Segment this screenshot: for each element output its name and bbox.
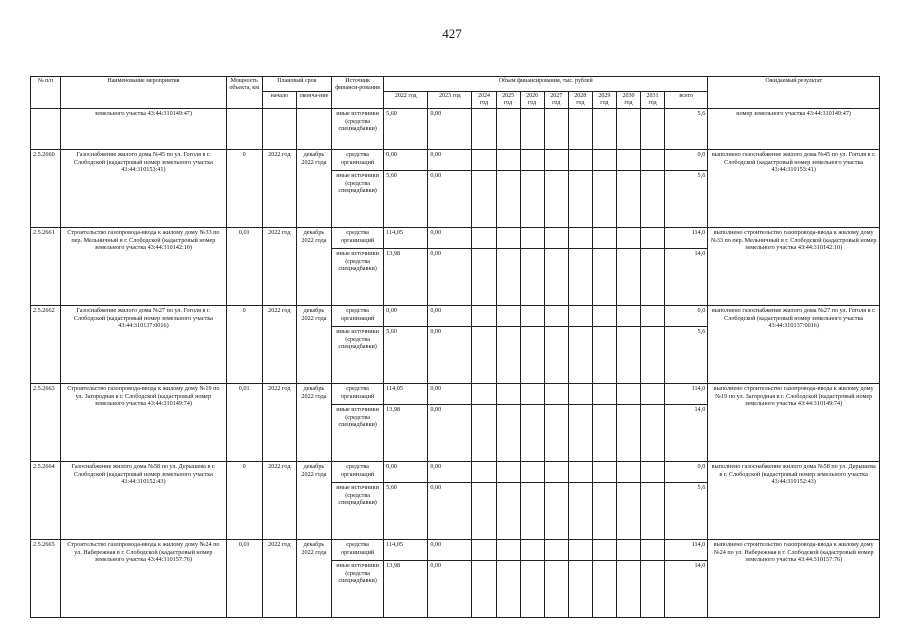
cell-total: 0,0: [665, 306, 708, 327]
cell-empty: [544, 483, 568, 540]
cell-empty: [496, 561, 520, 618]
cell-empty: [544, 540, 568, 561]
cell-empty: [568, 462, 592, 483]
cell-source: средства организаций: [332, 540, 384, 561]
cell-empty: [568, 306, 592, 327]
cell-empty: [544, 150, 568, 171]
cell-start: 2022 год: [262, 384, 296, 462]
cell-empty: [592, 306, 616, 327]
cell-source: средства организаций: [332, 306, 384, 327]
cell-result: выполнено строительство газопровода-ввода к жилому дому №33 по пер. Мельничный в г. Слободской (кадастровый номер земельного участка 43:44:310142:10): [708, 228, 880, 306]
cell-name: Газоснабжение жилого дома №27 по ул. Гоголя в г. Слободской (кадастровый номер земельного участка 43:44:310137:0016): [61, 306, 227, 384]
table-row: [31, 228, 880, 249]
cell-empty: [616, 462, 640, 483]
header-period: Плановый срок: [262, 77, 331, 92]
cell-empty: [472, 384, 496, 405]
header-result: Ожидаемый результат: [708, 77, 880, 109]
cell-total: 114,0: [665, 228, 708, 249]
cell-empty: [472, 228, 496, 249]
cell-source: иные источники (средства спецнадбавки): [332, 171, 384, 228]
cell-result: номер земельного участка 43:44:310149:47): [708, 109, 880, 150]
cell-2023: 0,00: [428, 540, 472, 561]
cell-2023: 0,00: [428, 561, 472, 618]
cell-source: средства организаций: [332, 384, 384, 405]
cell-source: иные источники (средства спецнадбавки): [332, 405, 384, 462]
cell-2022: 13,98: [384, 561, 428, 618]
cell-empty: [472, 150, 496, 171]
cell-empty: [496, 384, 520, 405]
header-end: оконча-ние: [296, 92, 331, 109]
cell-start: 2022 год: [262, 306, 296, 384]
cell-2023: 0,00: [428, 150, 472, 171]
cell-end: декабрь 2022 года: [296, 384, 331, 462]
cell-empty: [592, 540, 616, 561]
cell-empty: [641, 462, 665, 483]
cell-total: 5,6: [665, 483, 708, 540]
cell-capacity: 0: [226, 150, 262, 228]
table-row: [31, 384, 880, 405]
cell-empty: [641, 384, 665, 405]
cell-total: 5,6: [665, 171, 708, 228]
cell-empty: [641, 483, 665, 540]
cell-empty: [544, 462, 568, 483]
header-capacity: Мощность объекта, км: [226, 77, 262, 109]
cell-empty: [568, 150, 592, 171]
cell-2022: 0,00: [384, 462, 428, 483]
cell-empty: [568, 561, 592, 618]
cell-start: 2022 год: [262, 540, 296, 618]
cell-total: 0,0: [665, 150, 708, 171]
header-start: начало: [262, 92, 296, 109]
cell-empty: [592, 327, 616, 384]
cell-2023: 0,00: [428, 171, 472, 228]
cell-capacity: 0,01: [226, 228, 262, 306]
cell-empty: [544, 306, 568, 327]
table-row: [31, 150, 880, 171]
cell-empty: [496, 171, 520, 228]
cell-empty: [496, 483, 520, 540]
cell-empty: [641, 249, 665, 306]
cell-total: 5,6: [665, 109, 708, 150]
cell-empty: [592, 561, 616, 618]
cell-empty: [520, 327, 544, 384]
cell-total: 14,0: [665, 249, 708, 306]
header-total: всего: [665, 92, 708, 109]
cell-start: 2022 год: [262, 150, 296, 228]
cell-source: иные источники (средства спецнадбавки): [332, 249, 384, 306]
cell-empty: [641, 405, 665, 462]
cell-empty: [616, 405, 640, 462]
cell-empty: [520, 249, 544, 306]
table-header: [31, 77, 880, 109]
cell-capacity: 0,01: [226, 540, 262, 618]
cell-empty: [616, 561, 640, 618]
header-year: 2026 год: [520, 92, 544, 109]
cell-empty: [520, 228, 544, 249]
cell-empty: [520, 150, 544, 171]
cell-capacity: 0,01: [226, 384, 262, 462]
cell-empty: [592, 150, 616, 171]
cell-empty: [641, 228, 665, 249]
cell-source: иные источники (средства спецнадбавки): [332, 327, 384, 384]
cell-2022: 5,60: [384, 327, 428, 384]
cell-end: декабрь 2022 года: [296, 540, 331, 618]
page-number: 427: [442, 26, 462, 41]
cell-empty: [592, 249, 616, 306]
table-row: [31, 306, 880, 327]
cell-empty: [496, 462, 520, 483]
funding-table: [30, 76, 880, 618]
cell-empty: [592, 171, 616, 228]
cell-empty: [472, 561, 496, 618]
header-year: 2031 год: [641, 92, 665, 109]
header-year: 2022 год: [384, 92, 428, 109]
cell-empty: [520, 540, 544, 561]
cell-2022: 0,00: [384, 150, 428, 171]
cell-empty: [472, 306, 496, 327]
table-body: [31, 109, 880, 618]
cell-empty: [520, 405, 544, 462]
header-num: № п/п: [31, 77, 61, 109]
cell-empty: [616, 249, 640, 306]
cell-2023: 0,00: [428, 462, 472, 483]
cell-result: выполнено строительство газопровода-ввода к жилому дому №24 по ул. Набережная в г. Слободской (кадастровый номер земельного участка 43:44:310157:76): [708, 540, 880, 618]
cell-empty: [616, 327, 640, 384]
cell-source: иные источники (средства спецнадбавки): [332, 561, 384, 618]
cell-empty: [472, 405, 496, 462]
cell-empty: [616, 150, 640, 171]
header-year: 2028 год: [568, 92, 592, 109]
cell-capacity: 0: [226, 462, 262, 540]
cell-name: Строительство газопровода-ввода к жилому дому №24 по ул. Набережная в г. Слободской (кадастровый номер земельного участка 43:44:310157:76): [61, 540, 227, 618]
cell-empty: [472, 171, 496, 228]
cell-empty: [496, 540, 520, 561]
cell-source: средства организаций: [332, 150, 384, 171]
header-year: 2029 год: [592, 92, 616, 109]
cell-2023: 0,00: [428, 109, 472, 150]
cell-empty: [641, 561, 665, 618]
cell-name: Газоснабжение жилого дома №45 по ул. Гоголя в г. Слободской (кадастровый номер земельного участка 43:44:310153:41): [61, 150, 227, 228]
cell-num: 2.5.2662: [31, 306, 61, 384]
cell-empty: [544, 327, 568, 384]
cell-name: Строительство газопровода-ввода к жилому дому №19 по ул. Загородная в г. Слободской (кадастровый номер земельного участка 43:44:310149:74): [61, 384, 227, 462]
cell-2022: 0,00: [384, 306, 428, 327]
cell-empty: [496, 405, 520, 462]
cell-start: 2022 год: [262, 228, 296, 306]
cell-empty: [592, 384, 616, 405]
cell-empty: [496, 249, 520, 306]
cell-empty: [641, 306, 665, 327]
cell-empty: [544, 228, 568, 249]
cell-2022: 13,98: [384, 405, 428, 462]
cell-2023: 0,00: [428, 327, 472, 384]
cell-total: 0,0: [665, 462, 708, 483]
cell-empty: [568, 384, 592, 405]
cell-empty: [544, 384, 568, 405]
cell-source: иные источники (средства спецнадбавки): [332, 109, 384, 150]
header-year: 2027 год: [544, 92, 568, 109]
cell-empty: [641, 540, 665, 561]
cell-source: средства организаций: [332, 462, 384, 483]
cell-empty: [544, 249, 568, 306]
cell-result: выполнено газоснабжение жилого дома №58 по ул. Дерышева в г. Слободской (кадастровый номер земельного участка 43:44:310152:43): [708, 462, 880, 540]
cell-source: иные источники (средства спецнадбавки): [332, 483, 384, 540]
cell-empty: [568, 483, 592, 540]
cell-capacity: 0: [226, 306, 262, 384]
header-year: 2025 год: [496, 92, 520, 109]
cell-2022: 5,60: [384, 483, 428, 540]
cell-2022: 5,60: [384, 171, 428, 228]
header-year: 2024 год: [472, 92, 496, 109]
cell-empty: [616, 483, 640, 540]
cell-2022: 114,05: [384, 540, 428, 561]
cell-empty: [592, 228, 616, 249]
cell-empty: [496, 150, 520, 171]
cell-empty: [641, 171, 665, 228]
cell-source: средства организаций: [332, 228, 384, 249]
cell-empty: [568, 405, 592, 462]
cell-result: выполнено строительство газопровода-ввода к жилому дому №19 по ул. Загородная в г. Слободской (кадастровый номер земельного участка 43:44:310149:74): [708, 384, 880, 462]
cell-end: декабрь 2022 года: [296, 150, 331, 228]
cell-empty: [520, 384, 544, 405]
cell-empty: [592, 405, 616, 462]
cell-empty: [544, 561, 568, 618]
cell-empty: [544, 171, 568, 228]
header-year: 2023 год: [428, 92, 472, 109]
cell-empty: [568, 228, 592, 249]
header-source: Источник финанси-рования: [332, 77, 384, 109]
cell-num: 2.5.2663: [31, 384, 61, 462]
cell-result: выполнено газоснабжение жилого дома №27 по ул. Гоголя в г. Слободской (кадастровый номер земельного участка 43:44:310137:0016): [708, 306, 880, 384]
cell-empty: [616, 228, 640, 249]
cell-empty: [616, 540, 640, 561]
cell-2022: 5,60: [384, 109, 428, 150]
header-name: Наименование мероприятия: [61, 77, 227, 109]
cell-empty: [568, 327, 592, 384]
cell-empty: [568, 249, 592, 306]
cell-total: 114,0: [665, 540, 708, 561]
cell-total: 5,6: [665, 327, 708, 384]
cell-2023: 0,00: [428, 384, 472, 405]
cell-empty: [520, 483, 544, 540]
cell-empty: [520, 561, 544, 618]
cell-empty: [520, 462, 544, 483]
cell-total: 14,0: [665, 561, 708, 618]
cell-empty: [568, 540, 592, 561]
cell-name: Строительство газопровода-ввода к жилому дому №33 по пер. Мельничный в г. Слободской (кадастровый номер земельного участка 43:44:310142:10): [61, 228, 227, 306]
cell-empty: [472, 327, 496, 384]
cell-2023: 0,00: [428, 483, 472, 540]
cell-2023: 0,00: [428, 249, 472, 306]
cell-total: 14,0: [665, 405, 708, 462]
cell-empty: [472, 462, 496, 483]
cell-empty: [496, 228, 520, 249]
cell-2023: 0,00: [428, 228, 472, 249]
cell-empty: [592, 483, 616, 540]
cell-empty: [496, 306, 520, 327]
cell-empty: [472, 483, 496, 540]
cell-num: 2.5.2660: [31, 150, 61, 228]
cell-empty: [616, 306, 640, 327]
table-row-continuation: [31, 109, 880, 150]
cell-start: 2022 год: [262, 462, 296, 540]
cell-name: земельного участка 43:44:310149:47): [61, 109, 227, 150]
cell-num: 2.5.2664: [31, 462, 61, 540]
cell-name: Газоснабжение жилого дома №58 по ул. Дерышева в г. Слободской (кадастровый номер земельного участка 43:44:310152:43): [61, 462, 227, 540]
cell-2022: 114,05: [384, 384, 428, 405]
table-row: [31, 462, 880, 483]
cell-empty: [616, 384, 640, 405]
cell-empty: [641, 327, 665, 384]
cell-empty: [520, 171, 544, 228]
cell-2023: 0,00: [428, 306, 472, 327]
cell-empty: [544, 405, 568, 462]
cell-empty: [641, 150, 665, 171]
cell-result: выполнено газоснабжение жилого дома №45 по ул. Гоголя в г. Слободской (кадастровый номер земельного участка 43:44:310153:41): [708, 150, 880, 228]
cell-empty: [520, 306, 544, 327]
cell-empty: [568, 171, 592, 228]
cell-end: декабрь 2022 года: [296, 306, 331, 384]
cell-end: декабрь 2022 года: [296, 228, 331, 306]
table-row: [31, 540, 880, 561]
cell-total: 114,0: [665, 384, 708, 405]
cell-end: декабрь 2022 года: [296, 462, 331, 540]
cell-empty: [592, 462, 616, 483]
cell-num: 2.5.2665: [31, 540, 61, 618]
cell-empty: [472, 249, 496, 306]
cell-2022: 13,98: [384, 249, 428, 306]
header-year: 2030 год: [616, 92, 640, 109]
cell-2022: 114,05: [384, 228, 428, 249]
cell-empty: [472, 540, 496, 561]
header-funding: Объем финансирования, тыс. рублей: [384, 77, 708, 92]
cell-num: 2.5.2661: [31, 228, 61, 306]
cell-empty: [616, 171, 640, 228]
cell-empty: [496, 327, 520, 384]
cell-2023: 0,00: [428, 405, 472, 462]
